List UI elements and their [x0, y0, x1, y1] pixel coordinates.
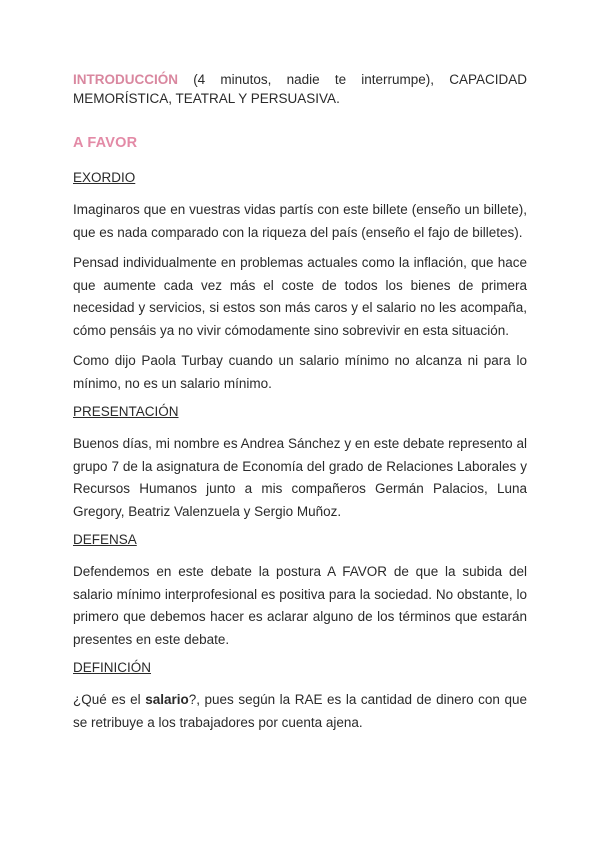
intro-text: (4 minutos, nadie te interrumpe), CAPACIDAD MEMORÍSTICA, TEATRAL Y PERSUASIVA.	[73, 72, 527, 106]
definicion-paragraph	[73, 689, 527, 734]
exordio-paragraph-3: Como dijo Paola Turbay cuando un salario mínimo no alcanza ni para lo mínimo, no es un salario mínimo.	[73, 353, 527, 391]
presentacion-heading: PRESENTACIÓN	[73, 404, 179, 419]
exordio-heading: EXORDIO	[73, 170, 136, 185]
document-page	[73, 70, 527, 742]
defensa-paragraph: Defendemos en este debate la postura A FAVOR de que la subida del salario mínimo interprofesional es positiva para la sociedad. No obstante, lo primero que debemos hacer es aclarar alguno de los términos que estarán presentes en este debate.	[73, 564, 527, 647]
exordio-paragraph-1: Imaginaros que en vuestras vidas partís con este billete (enseño un billete), que es nada comparado con la riqueza del país (enseño el fajo de billetes).	[73, 202, 527, 240]
exordio-paragraph-2: Pensad individualmente en problemas actuales como la inflación, que hace que aumente cada vez más el coste de todos los bienes de primera necesidad y servicios, si estos son más caros y el salario no les acompaña, cómo pensáis ya no vivir cómodamente sino sobrevivir en esta situación.	[73, 255, 527, 338]
intro-line	[73, 70, 527, 108]
intro-label: INTRODUCCIÓN	[73, 72, 178, 87]
defensa-heading: DEFENSA	[73, 532, 137, 547]
section-title: A FAVOR	[73, 135, 138, 151]
definicion-heading: DEFINICIÓN	[73, 660, 152, 675]
definicion-term: salario	[145, 692, 189, 707]
presentacion-paragraph: Buenos días, mi nombre es Andrea Sánchez y en este debate represento al grupo 7 de la asignatura de Economía del grado de Relaciones Laborales y Recursos Humanos junto a mis compañeros Germán Palacios, Luna Gregory, Beatriz Valenzuela y Sergio Muñoz.	[73, 436, 527, 519]
definicion-before: ¿Qué es el	[73, 692, 146, 707]
definicion-after: ?, pues según la RAE es la cantidad de dinero con que se retribuye a los trabajadores por cuenta ajena.	[73, 692, 527, 730]
